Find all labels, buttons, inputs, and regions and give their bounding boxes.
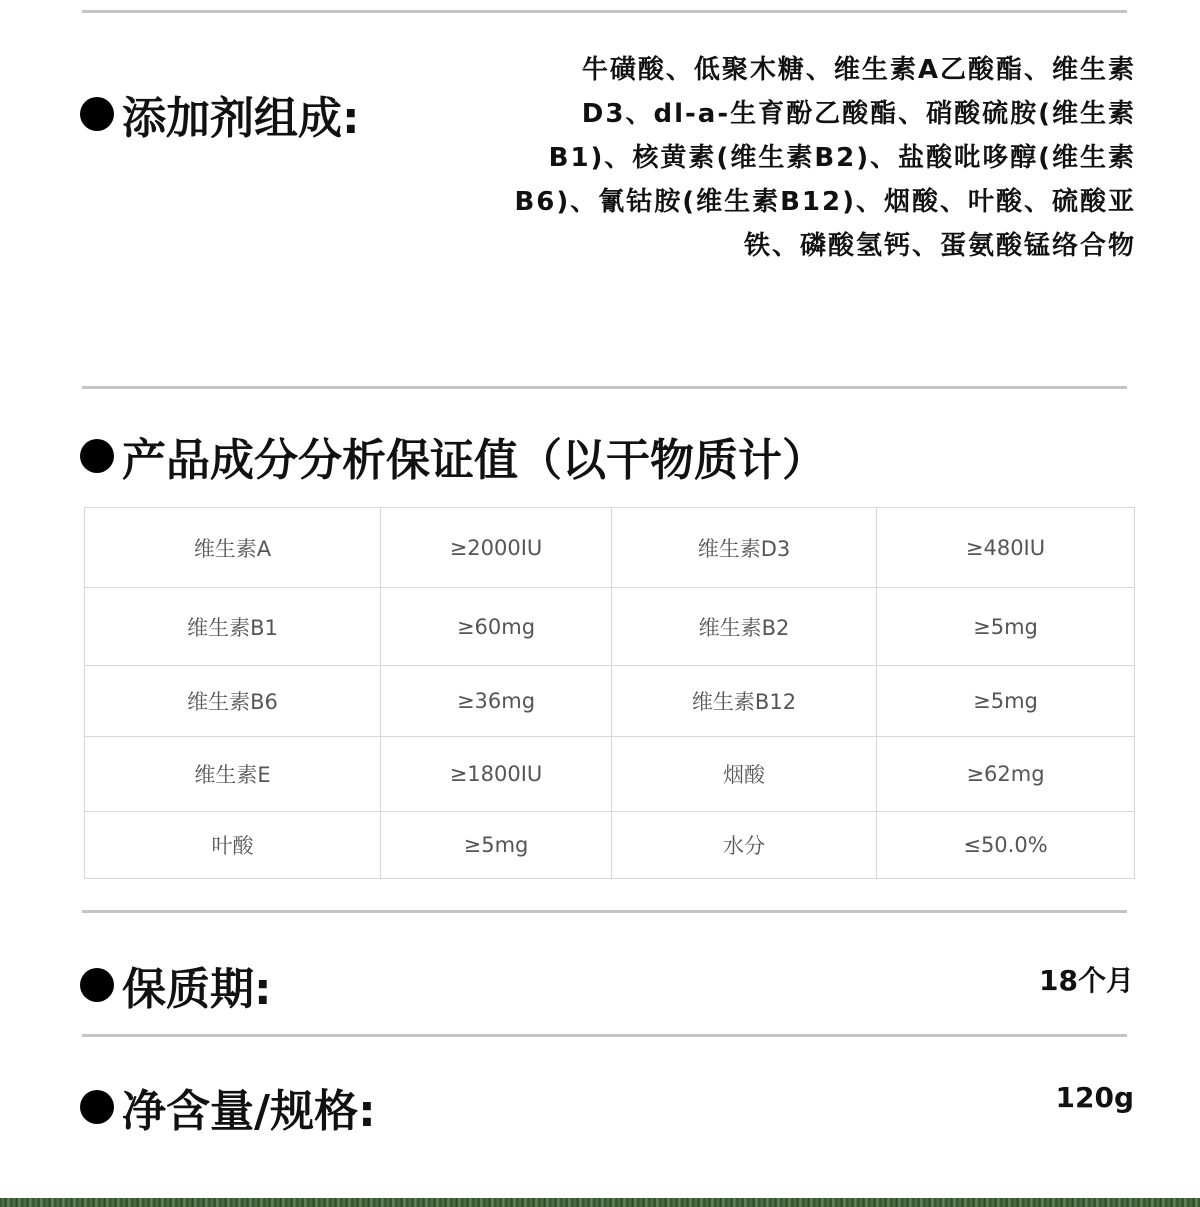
nutrient-name: 维生素B1 [85, 588, 381, 666]
shelf-life-value: 18个月 [1039, 964, 1134, 997]
additives-list [440, 48, 1136, 268]
bullet-icon [80, 1090, 114, 1124]
table-row [85, 588, 1135, 666]
divider-net-content [82, 1034, 1127, 1037]
shelf-life-heading-text: 保质期: [122, 964, 272, 1015]
nutrient-name: 维生素E [85, 737, 381, 812]
net-content-heading-text: 净含量/规格: [122, 1086, 376, 1137]
divider-analysis [82, 386, 1127, 389]
nutrient-value: ≥60mg [381, 588, 612, 666]
additives-line: B6)、氰钴胺(维生素B12)、烟酸、叶酸、硫酸亚 [514, 187, 1136, 217]
nutrient-name: 水分 [612, 812, 877, 879]
nutrient-name: 叶酸 [85, 812, 381, 879]
net-content-value: 120g [1055, 1081, 1134, 1114]
analysis-table [84, 507, 1135, 879]
nutrient-name: 烟酸 [612, 737, 877, 812]
divider-top [82, 10, 1127, 13]
nutrient-value: ≥5mg [381, 812, 612, 879]
analysis-heading-text: 产品成分分析保证值（以干物质计） [122, 435, 826, 486]
grass-strip-image [0, 1198, 1200, 1207]
divider-shelf-life [82, 910, 1127, 913]
additives-heading [80, 82, 360, 146]
shelf-life-heading [80, 953, 272, 1017]
table-row [85, 666, 1135, 737]
nutrient-name: 维生素B6 [85, 666, 381, 737]
additives-line: B1)、核黄素(维生素B2)、盐酸吡哆醇(维生素 [548, 143, 1136, 173]
bullet-icon [80, 439, 114, 473]
nutrient-value: ≥1800IU [381, 737, 612, 812]
nutrient-name: 维生素D3 [612, 508, 877, 588]
nutrient-value: ≥480IU [877, 508, 1135, 588]
analysis-heading [80, 424, 826, 488]
nutrient-name: 维生素B2 [612, 588, 877, 666]
table-row [85, 508, 1135, 588]
table-row [85, 737, 1135, 812]
nutrient-value: ≤50.0% [877, 812, 1135, 879]
nutrient-value: ≥5mg [877, 588, 1135, 666]
nutrient-value: ≥62mg [877, 737, 1135, 812]
net-content-heading [80, 1075, 376, 1139]
bullet-icon [80, 968, 114, 1002]
nutrient-name: 维生素A [85, 508, 381, 588]
additives-line: 铁、磷酸氢钙、蛋氨酸锰络合物 [743, 231, 1136, 261]
nutrient-name: 维生素B12 [612, 666, 877, 737]
nutrient-value: ≥36mg [381, 666, 612, 737]
nutrient-value: ≥5mg [877, 666, 1135, 737]
nutrient-value: ≥2000IU [381, 508, 612, 588]
bullet-icon [80, 97, 114, 131]
additives-line: 牛磺酸、低聚木糖、维生素A乙酸酯、维生素 [581, 55, 1136, 85]
table-row [85, 812, 1135, 879]
additives-line: D3、dl-a-生育酚乙酸酯、硝酸硫胺(维生素 [581, 99, 1136, 129]
additives-heading-text: 添加剂组成: [122, 93, 360, 144]
